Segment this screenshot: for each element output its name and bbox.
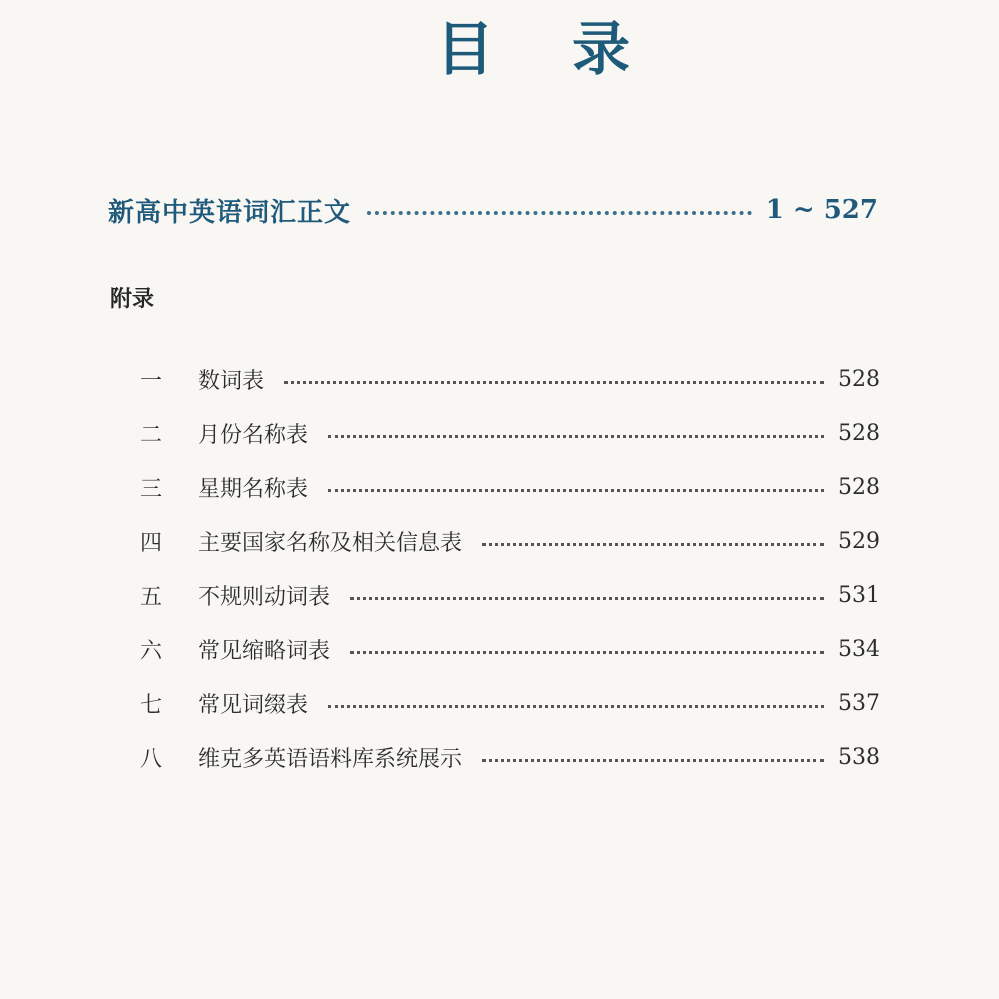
toc-item-label: 常见词缀表 [198, 692, 309, 718]
toc-item-label: 星期名称表 [198, 476, 309, 502]
toc-item-page: 529 [838, 528, 880, 554]
toc-item [140, 460, 880, 514]
toc-item-label: 维克多英语语料库系统展示 [198, 746, 463, 772]
toc-item-label: 不规则动词表 [198, 584, 331, 610]
page-title [0, 14, 999, 84]
toc-item-page: 538 [838, 744, 880, 770]
toc-item-number: 四 [140, 530, 163, 556]
toc-item-number: 五 [140, 584, 163, 610]
toc-item-label: 常见缩略词表 [198, 638, 331, 664]
toc-item-label: 月份名称表 [198, 422, 309, 448]
toc-item-page: 528 [838, 420, 880, 446]
dot-leader [482, 543, 824, 546]
toc-item-page: 531 [838, 582, 880, 608]
toc-item-page: 528 [838, 474, 880, 500]
toc-item-number: 二 [140, 422, 163, 448]
toc-item-number: 八 [140, 746, 163, 772]
toc-main-entry [108, 186, 878, 234]
dot-leader [328, 435, 824, 438]
toc-item [140, 622, 880, 676]
toc-item [140, 730, 880, 784]
toc-item-number: 六 [140, 638, 163, 664]
dot-leader [284, 381, 824, 384]
toc-item-label: 主要国家名称及相关信息表 [198, 530, 463, 556]
toc-item [140, 676, 880, 730]
dot-leader [328, 705, 824, 708]
toc-item-number: 一 [140, 368, 163, 394]
dot-leader [350, 597, 824, 600]
toc-item-page: 534 [838, 636, 880, 662]
dot-leader [350, 651, 824, 654]
main-entry-pages: 1 ~ 527 [765, 195, 878, 225]
toc-item [140, 406, 880, 460]
toc-item [140, 352, 880, 406]
toc-item-number: 七 [140, 692, 163, 718]
appendix-list [140, 352, 880, 784]
toc-item-page: 528 [838, 366, 880, 392]
toc-item-number: 三 [140, 476, 163, 502]
toc-item [140, 514, 880, 568]
toc-item [140, 568, 880, 622]
title-char-2: 录 [572, 15, 631, 83]
main-entry-label: 新高中英语词汇正文 [108, 197, 352, 228]
appendix-heading: 附录 [110, 287, 155, 312]
dot-leader [482, 759, 824, 762]
dot-leader [328, 489, 824, 492]
dot-leader [367, 211, 752, 215]
title-char-1: 目 [436, 15, 495, 83]
toc-item-page: 537 [838, 690, 880, 716]
toc-item-label: 数词表 [198, 368, 265, 394]
